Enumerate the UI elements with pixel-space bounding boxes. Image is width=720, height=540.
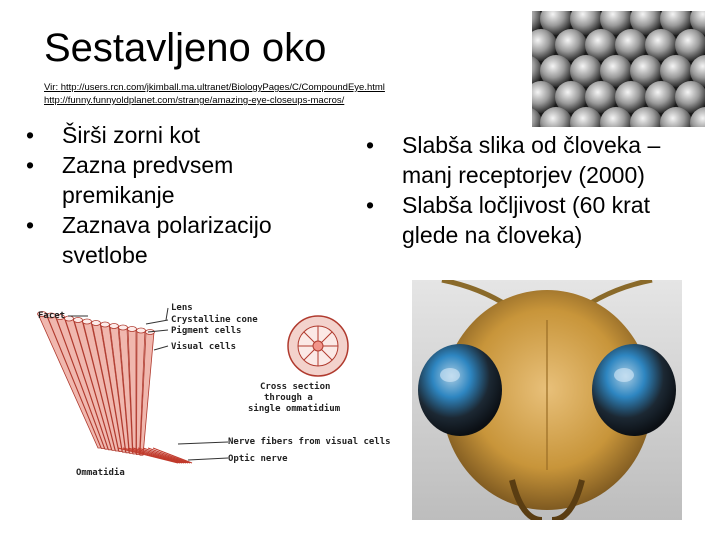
left-bullet-item [26,150,326,210]
ommatidium-lens [110,324,119,329]
left-bullet-item [26,120,326,150]
left-bullet-list [26,120,326,270]
nerve-fiber [138,448,186,463]
ommatidia-tubes [38,312,193,464]
source-prefix: Vir: [44,82,61,93]
source-citation [44,81,504,107]
ommatidia-diagram [28,298,392,484]
source-link-2[interactable]: http://funny.funnyoldplanet.com/strange/amazing-eye-closeups-macros/ [44,95,345,106]
left-bullet-item [26,210,326,270]
bullet-glyph: • [366,192,375,218]
label-crystalline-cone: Crystalline cone [171,315,258,325]
cross-section-illustration [288,316,348,376]
label-through-a: through a [264,393,313,403]
label-single-ommatidium: single ommatidium [248,404,341,414]
facets-illustration [532,11,705,127]
bullet-glyph: • [26,122,35,148]
label-ommatidia: Ommatidia [76,468,125,478]
bullet-glyph: • [26,212,35,238]
bullet-text: Zaznava polarizacijo svetlobe [62,212,272,268]
right-bullet-list [366,130,696,250]
source-url-1[interactable]: http://users.rcn.com/jkimball.ma.ultranet/BiologyPages/C/CompoundEye.html [60,82,385,93]
label-facet: Facet [38,311,66,321]
ommatidium-lens [128,327,137,332]
label-lens: Lens [171,303,193,313]
bullet-text: Slabša ločljivost (60 krat glede na človeka) [402,192,650,248]
bullet-glyph: • [26,152,35,178]
ommatidium-lens [119,325,128,330]
slide-title: Sestavljeno oko [44,26,327,70]
ommatidium-lens [74,318,83,323]
bullet-text: Zazna predvsem premikanje [62,152,234,208]
bullet-glyph: • [366,132,375,158]
label-optic-nerve: Optic nerve [228,454,288,464]
label-pigment-cells: Pigment cells [171,326,242,336]
label-nerve-fibers: Nerve fibers from visual cells [228,437,391,447]
ommatidium-lens [65,316,74,321]
ommatidium-lens [83,319,92,324]
ommatidium-lens [101,322,110,327]
insect-head-illustration [412,280,682,520]
bullet-text: Širši zorni kot [62,122,201,148]
ommatidia-svg [28,298,392,484]
ommatidium-lens [137,328,146,333]
source-link-1[interactable] [44,81,504,94]
ommatidium-lens [92,321,101,326]
compound-eye-sem-photo [532,11,705,127]
bullet-text: Slabša slika od človeka – manj receptorjev (2000) [402,132,661,188]
label-visual-cells: Visual cells [171,342,237,352]
label-cross-section: Cross section [260,382,331,392]
right-bullet-item [366,130,696,190]
insect-eyes-photo [412,280,682,520]
right-bullet-item [366,190,696,250]
